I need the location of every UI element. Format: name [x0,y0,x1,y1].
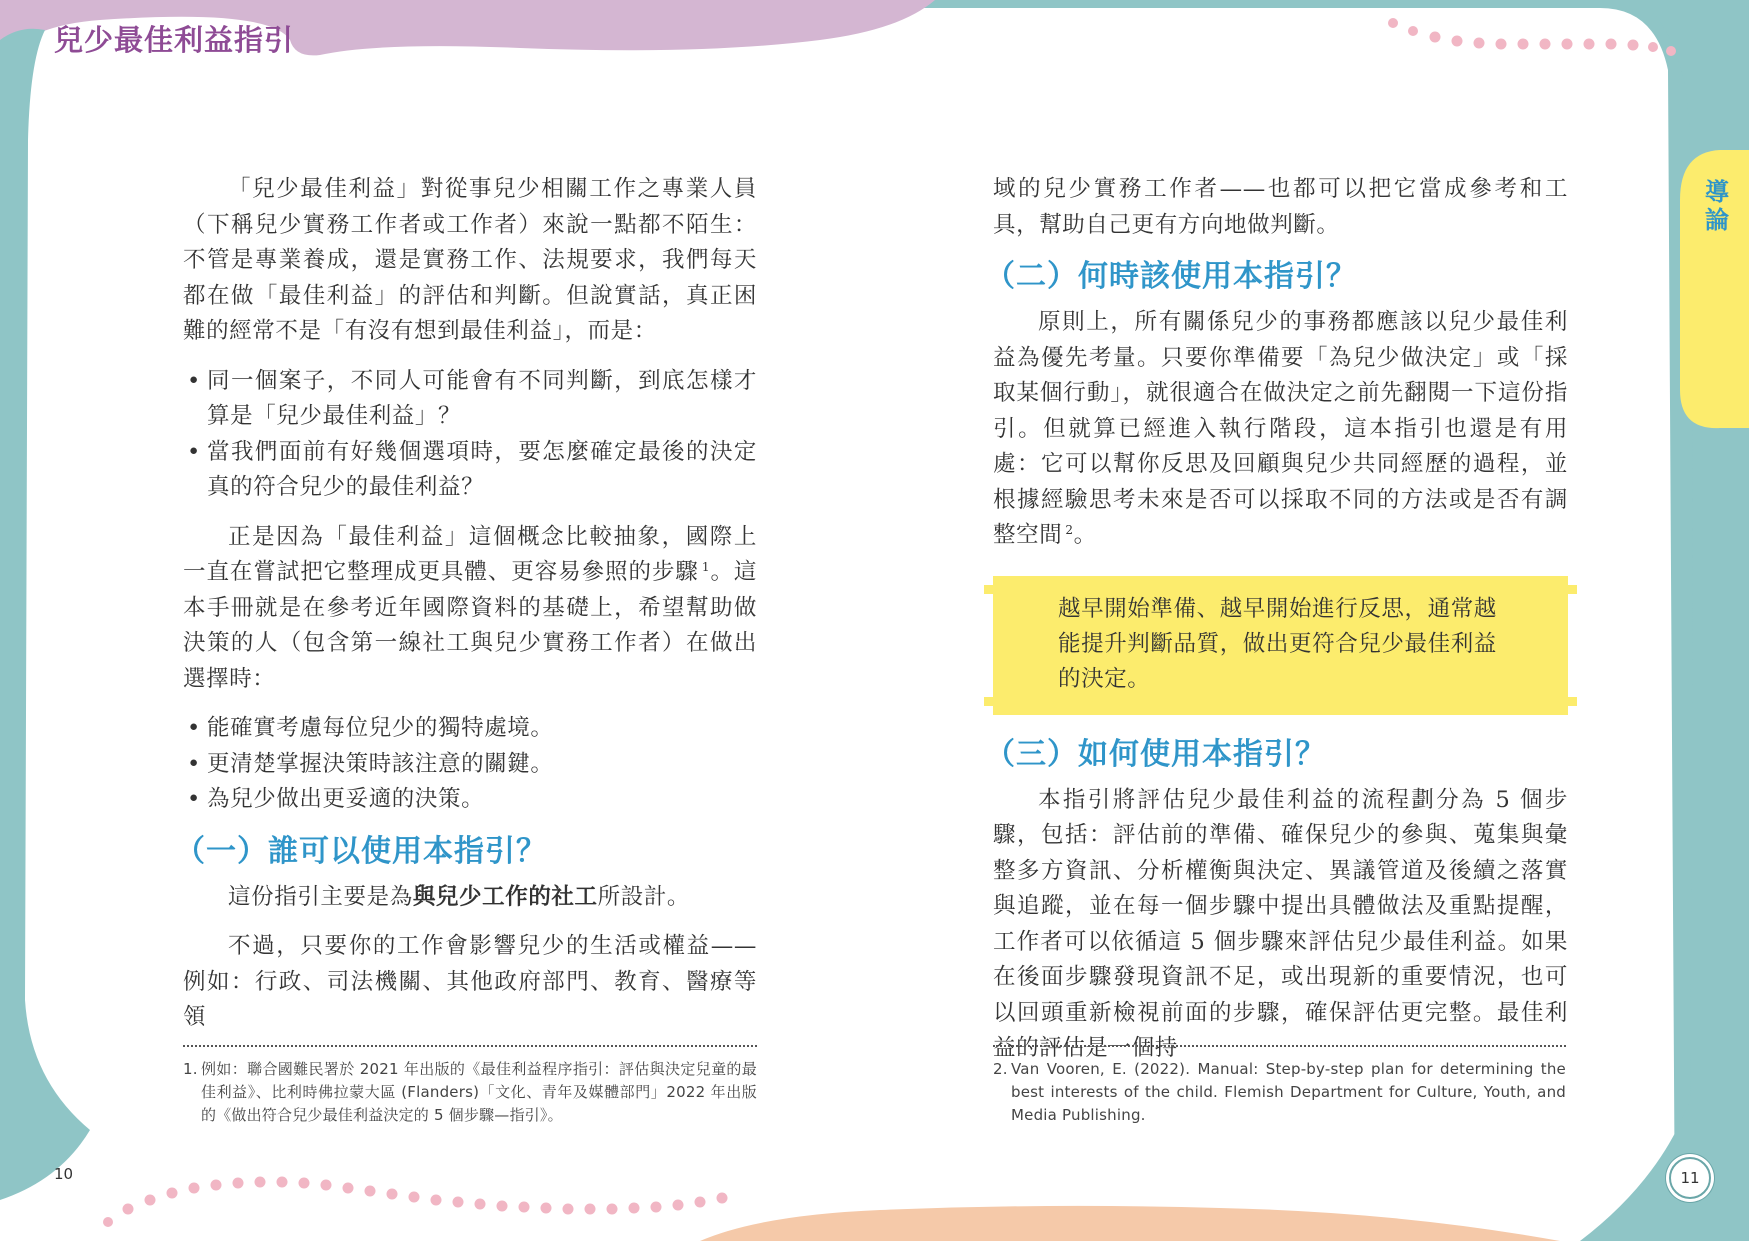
paragraph-text: 原則上，所有關係兒少的事務都應該以兒少最佳利益為優先考量。只要你準備要「為兒少做決定」或「採取某個行動」，就很適合在做決定之前先翻閱一下這份指引。但就算已經進入執行階段，這本指引也還是有用處：它可以幫你反思及回顧與兒少共同經歷的過程，並根據經驗思考未來是否可以採取不同的方法或是否有調整空間 [993,309,1568,548]
page-number-left: 10 [54,1165,74,1183]
page-header-title: 兒少最佳利益指引 [54,23,295,57]
footnote-divider [993,1045,1566,1047]
list-item: • 更清楚掌握決策時該注意的關鍵。 [183,747,757,783]
paragraph: 不過，只要你的工作會影響兒少的生活或權益——例如：行政、司法機關、其他政府部門、教育、醫療等領 [183,933,757,1030]
paragraph [183,520,757,698]
aims-list [183,711,757,818]
paragraph-text: 。 [1073,522,1097,548]
paragraph: 域的兒少實務工作者——也都可以把它當成參考和工具，幫助自己更有方向地做判斷。 [993,176,1568,238]
footnote-number: 2. [993,1060,1008,1078]
list-item: • 同一個案子，不同人可能會有不同判斷，到底怎樣才算是「兒少最佳利益」？ [183,364,757,435]
footnote [993,1058,1566,1127]
footnote-text: Van Vooren, E. (2022). Manual: Step-by-step plan for determining the best interests of the child. Flemish Department for Culture, Youth, and Media Publishing. [1011,1060,1566,1124]
page-number-right: 11 [1669,1157,1711,1199]
footnote-reference[interactable]: 1 [701,559,711,574]
footnote [183,1058,757,1127]
bold-text: 與兒少工作的社工 [412,883,598,910]
intro-paragraph: 「兒少最佳利益」對從事兒少相關工作之專業人員（下稱兒少實務工作者或工作者）來說一點都不陌生：不管是專業養成，還是實務工作、法規要求，我們每天都在做「最佳利益」的評估和判斷。但說實話，真正困難的經常不是「有沒有想到最佳利益」，而是： [183,176,757,344]
paragraph [993,305,1568,554]
list-item: • 為兒少做出更妥適的決策。 [183,782,757,818]
paragraph [183,880,757,916]
paragraph: 本指引將評估兒少最佳利益的流程劃分為 5 個步驟，包括：評估前的準備、確保兒少的參與、蒐集與彙整多方資訊、分析權衡與決定、異議管道及後續之落實與追蹤，並在每一個步驟中提出具體做法及重點提醒，工作者可以依循這 5 個步驟來評估兒少最佳利益。如果在後面步驟發現資訊不足，或出現新的重要情況，也可以回頭重新檢視前面的步驟，確保評估更完整。最佳利益的評估是一個持 [993,786,1568,1061]
chapter-tab-char: 論 [1705,206,1729,234]
footnote-number: 1. [183,1060,198,1078]
list-item: • 能確實考慮每位兒少的獨特處境。 [183,711,757,747]
paragraph-text: 這份指引主要是為 [228,883,413,910]
footnote-divider [183,1045,757,1047]
footnote-reference[interactable]: 2 [1065,522,1074,537]
question-list [183,364,757,506]
highlight-callout [993,576,1568,715]
chapter-tab-char: 導 [1705,178,1729,206]
left-page-body [175,172,758,1036]
footnote-text: 例如：聯合國難民署於 2021 年出版的《最佳利益程序指引：評估與決定兒童的最佳利益》、比利時佛拉蒙大區 (Flanders)「文化、青年及媒體部門」2022 年出版的《做出符合兒少最佳利益決定的 5 個步驟—指引》。 [201,1060,757,1124]
list-item: • 當我們面前有好幾個選項時，要怎麼確定最後的決定真的符合兒少的最佳利益？ [183,435,757,506]
paragraph-text: 所設計。 [597,883,691,910]
chapter-tab[interactable] [1702,178,1732,234]
paragraph-text: 。這本手冊就是在參考近年國際資料的基礎上，希望幫助做決策的人（包含第一線社工與兒少實務工作者）在做出選擇時： [183,559,758,692]
section-heading: （二）何時該使用本指引？ [985,259,1357,294]
right-page-body [985,172,1568,1067]
paragraph-text: 正是因為「最佳利益」這個概念比較抽象，國際上一直在嘗試把它整理成更具體、更容易參照的步驟 [183,523,757,585]
section-heading: （三）如何使用本指引？ [985,736,1326,772]
section-heading: （一）誰可以使用本指引？ [175,833,547,869]
highlight-text: 越早開始準備、越早開始進行反思，通常越能提升判斷品質，做出更符合兒少最佳利益的決定。 [1058,595,1497,692]
